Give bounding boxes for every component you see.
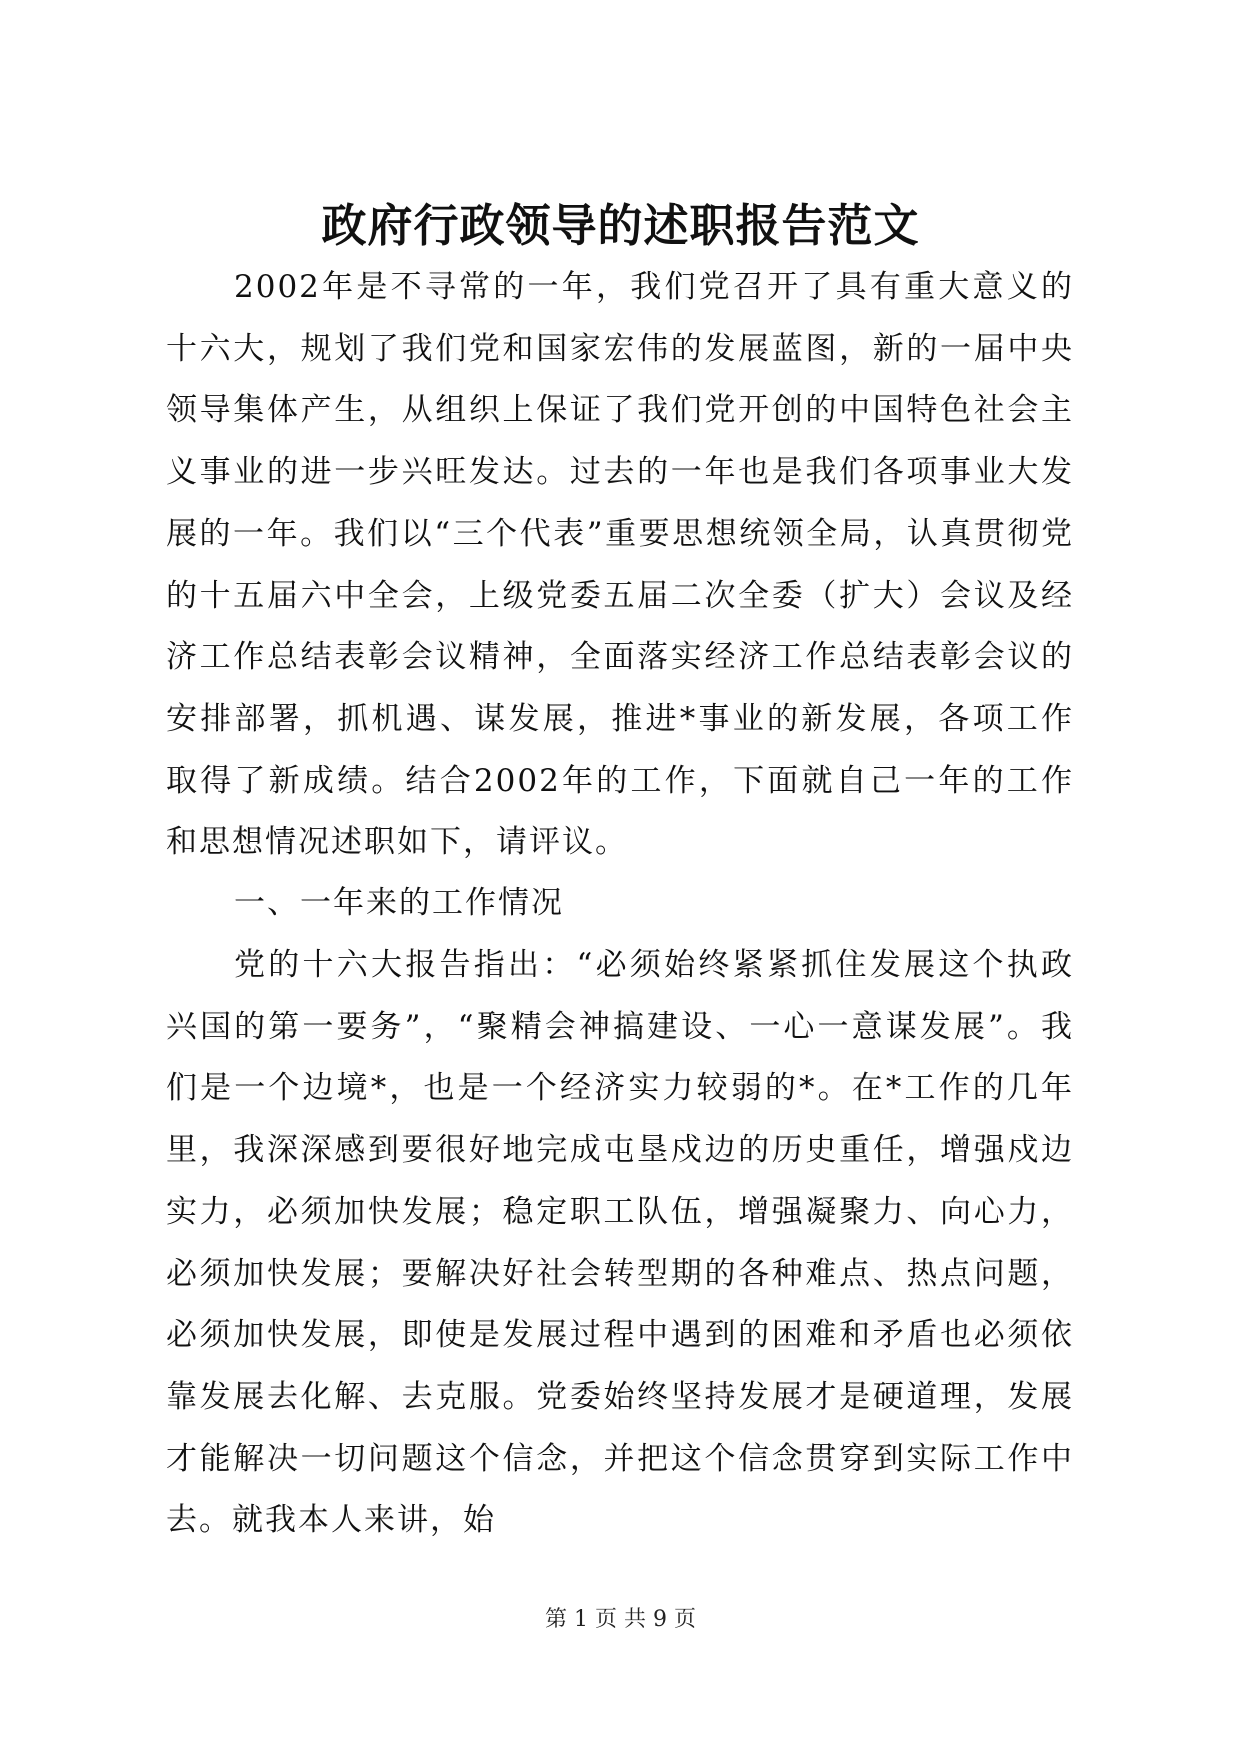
section-heading: 一、一年来的工作情况 <box>234 885 564 921</box>
paragraph-intro: 2002年是不寻常的一年，我们党召开了具有重大意义的十六大，规划了我们党和国家宏伟的发展蓝图，新的一届中央领导集体产生，从组织上保证了我们党开创的中国特色社会主义事业的进一步兴旺发达。过去的一年也是我们各项事业大发展的一年。我们以“三个代表”重要思想统领全局，认真贯彻党的十五届六中全会，上级党委五届二次全委（扩大）会议及经济工作总结表彰会议精神，全面落实经济工作总结表彰会议的安排部署，抓机遇、谋发展，推进*事业的新发展，各项工作取得了新成绩。结合2002年的工作，下面就自己一年的工作和思想情况述职如下，请评议。 <box>166 269 1074 861</box>
document-title: 政府行政领导的述职报告范文 <box>321 199 920 252</box>
page-number-footer: 第 1 页 共 9 页 <box>545 1607 696 1632</box>
paragraph-body: 党的十六大报告指出：“必须始终紧紧抓住发展这个执政兴国的第一要务”，“聚精会神搞建设、一心一意谋发展”。我们是一个边境*，也是一个经济实力较弱的*。在*工作的几年里，我深深感到要很好地完成屯垦戍边的历史重任，增强戍边实力，必须加快发展；稳定职工队伍，增强凝聚力、向心力，必须加快发展；要解决好社会转型期的各种难点、热点问题，必须加快发展，即使是发展过程中遇到的困难和矛盾也必须依靠发展去化解、去克服。党委始终坚持发展才是硬道理，发展才能解决一切问题这个信念，并把这个信念贯穿到实际工作中去。就我本人来讲，始 <box>166 947 1074 1539</box>
